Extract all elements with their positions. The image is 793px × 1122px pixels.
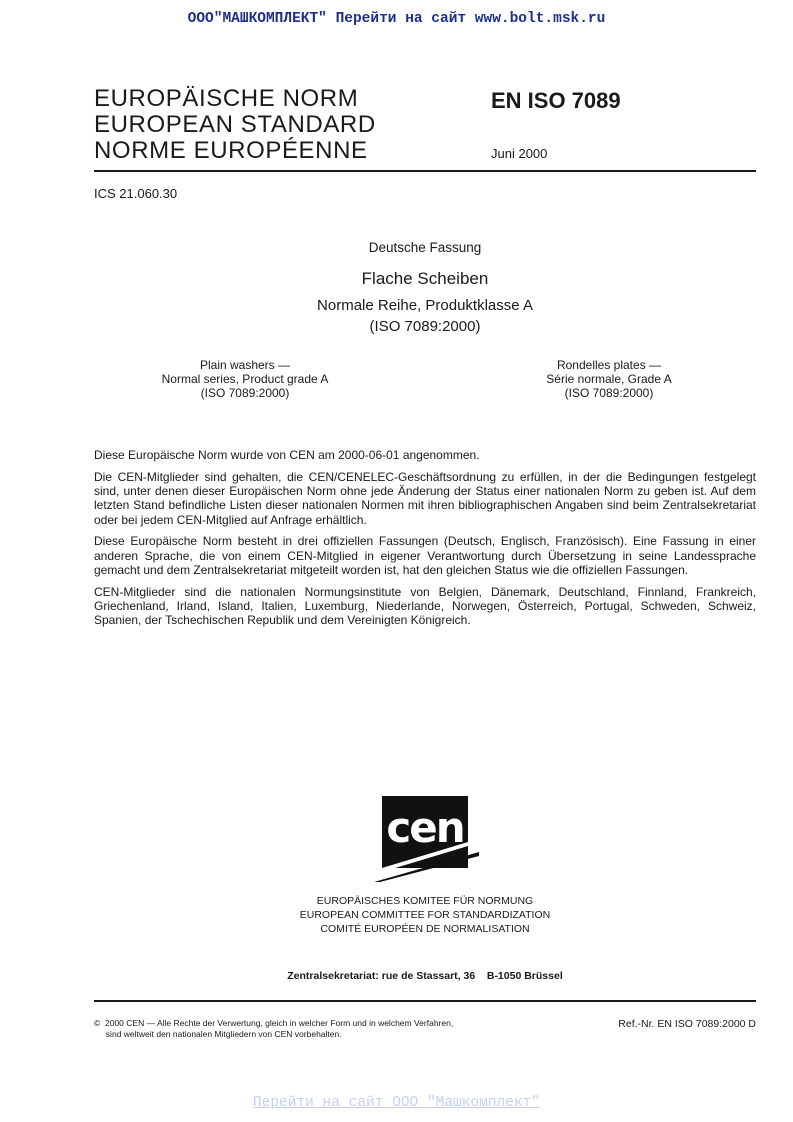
header-site-link[interactable]: ООО"МАШКОМПЛЕКТ" Перейти на сайт www.bolt.msk.ru	[187, 11, 606, 27]
paragraph: Diese Europäische Norm besteht in drei offiziellen Fassungen (Deutsch, Englisch, Französisch). Eine Fassung in einer anderen Sprache, die von einem CEN-Mitglied in eigener Verantwortung durch Übersetzung in seine Landessprache gemacht und dem Zentralsekretariat mitgeteilt worden ist, hat den gleichen Status wie die offiziellen Fassungen.	[94, 534, 756, 578]
document-title: Flache Scheiben	[361, 269, 489, 288]
committee-name-de: EUROPÄISCHES KOMITEE FÜR NORMUNG	[316, 895, 534, 907]
english-title-line: (ISO 7089:2000)	[200, 386, 290, 400]
secretariat-address: Zentralsekretariat: rue de Stassart, 36 B-1050 Brüssel	[287, 970, 563, 982]
copyright-notice	[94, 1018, 453, 1039]
iso-reference: (ISO 7089:2000)	[369, 318, 481, 335]
english-title-block	[115, 358, 375, 400]
english-title-line: Normal series, Product grade A	[161, 372, 329, 386]
version-label: Deutsche Fassung	[368, 240, 482, 255]
norm-title-de: EUROPÄISCHE NORM	[94, 85, 359, 112]
french-title-line: (ISO 7089:2000)	[564, 386, 654, 400]
paragraph: Die CEN-Mitglieder sind gehalten, die CEN/CENELEC-Geschäftsordnung zu erfüllen, in der die Bedingungen festgelegt sind, unter denen dieser Europäischen Norm ohne jede Änderung der Status einer nationalen Norm zu geben ist. Auf dem letzten Stand befindliche Listen dieser nationalen Normen mit ihren bibliographischen Angaben sind beim Zentralsekretariat oder bei jedem CEN-Mitglied auf Anfrage erhältlich.	[94, 469, 756, 527]
document-subtitle: Normale Reihe, Produktklasse A	[317, 297, 533, 314]
cen-logo-text: cen	[386, 803, 464, 852]
header-divider	[94, 170, 756, 172]
copyright-line: sind weltweit den nationalen Mitgliedern von CEN vorbehalten.	[94, 1028, 342, 1039]
french-title-line: Série normale, Grade A	[546, 372, 672, 386]
paragraph: Diese Europäische Norm wurde von CEN am 2000-06-01 angenommen.	[94, 448, 480, 462]
committee-name-en: EUROPEAN COMMITTEE FOR STANDARDIZATION	[299, 909, 551, 921]
english-title-line: Plain washers —	[199, 358, 291, 372]
norm-title-fr: NORME EUROPÉENNE	[94, 137, 368, 164]
body-text	[94, 448, 756, 635]
french-title-line: Rondelles plates —	[556, 358, 662, 372]
footer-site-link[interactable]: Перейти на сайт ООО "Машкомплект"	[252, 1095, 541, 1111]
committee-name-fr: COMITÉ EUROPÉEN DE NORMALISATION	[320, 923, 530, 935]
french-title-block	[479, 358, 739, 400]
publication-date: Juni 2000	[491, 146, 548, 161]
reference-number: Ref.-Nr. EN ISO 7089:2000 D	[618, 1018, 756, 1030]
norm-title-en: EUROPEAN STANDARD	[94, 111, 376, 138]
standard-number: EN ISO 7089	[491, 88, 621, 113]
footer-divider	[94, 1000, 756, 1002]
copyright-line: © 2000 CEN — Alle Rechte der Verwertung, gleich in welcher Form und in welchem Verfahren,	[94, 1018, 454, 1028]
paragraph: CEN-Mitglieder sind die nationalen Normungsinstitute von Belgien, Dänemark, Deutschland, Finnland, Frankreich, Griechenland, Irland, Island, Italien, Luxemburg, Niederlande, Norwegen, Österreich, Portugal, Schweden, Schweiz, Spanien, der Tschechischen Republik und dem Vereinigten Königreich.	[94, 584, 756, 628]
norm-title-block	[94, 86, 376, 164]
ics-code: ICS 21.060.30	[94, 186, 178, 201]
cen-logo	[374, 796, 479, 882]
committee-names	[94, 894, 756, 936]
